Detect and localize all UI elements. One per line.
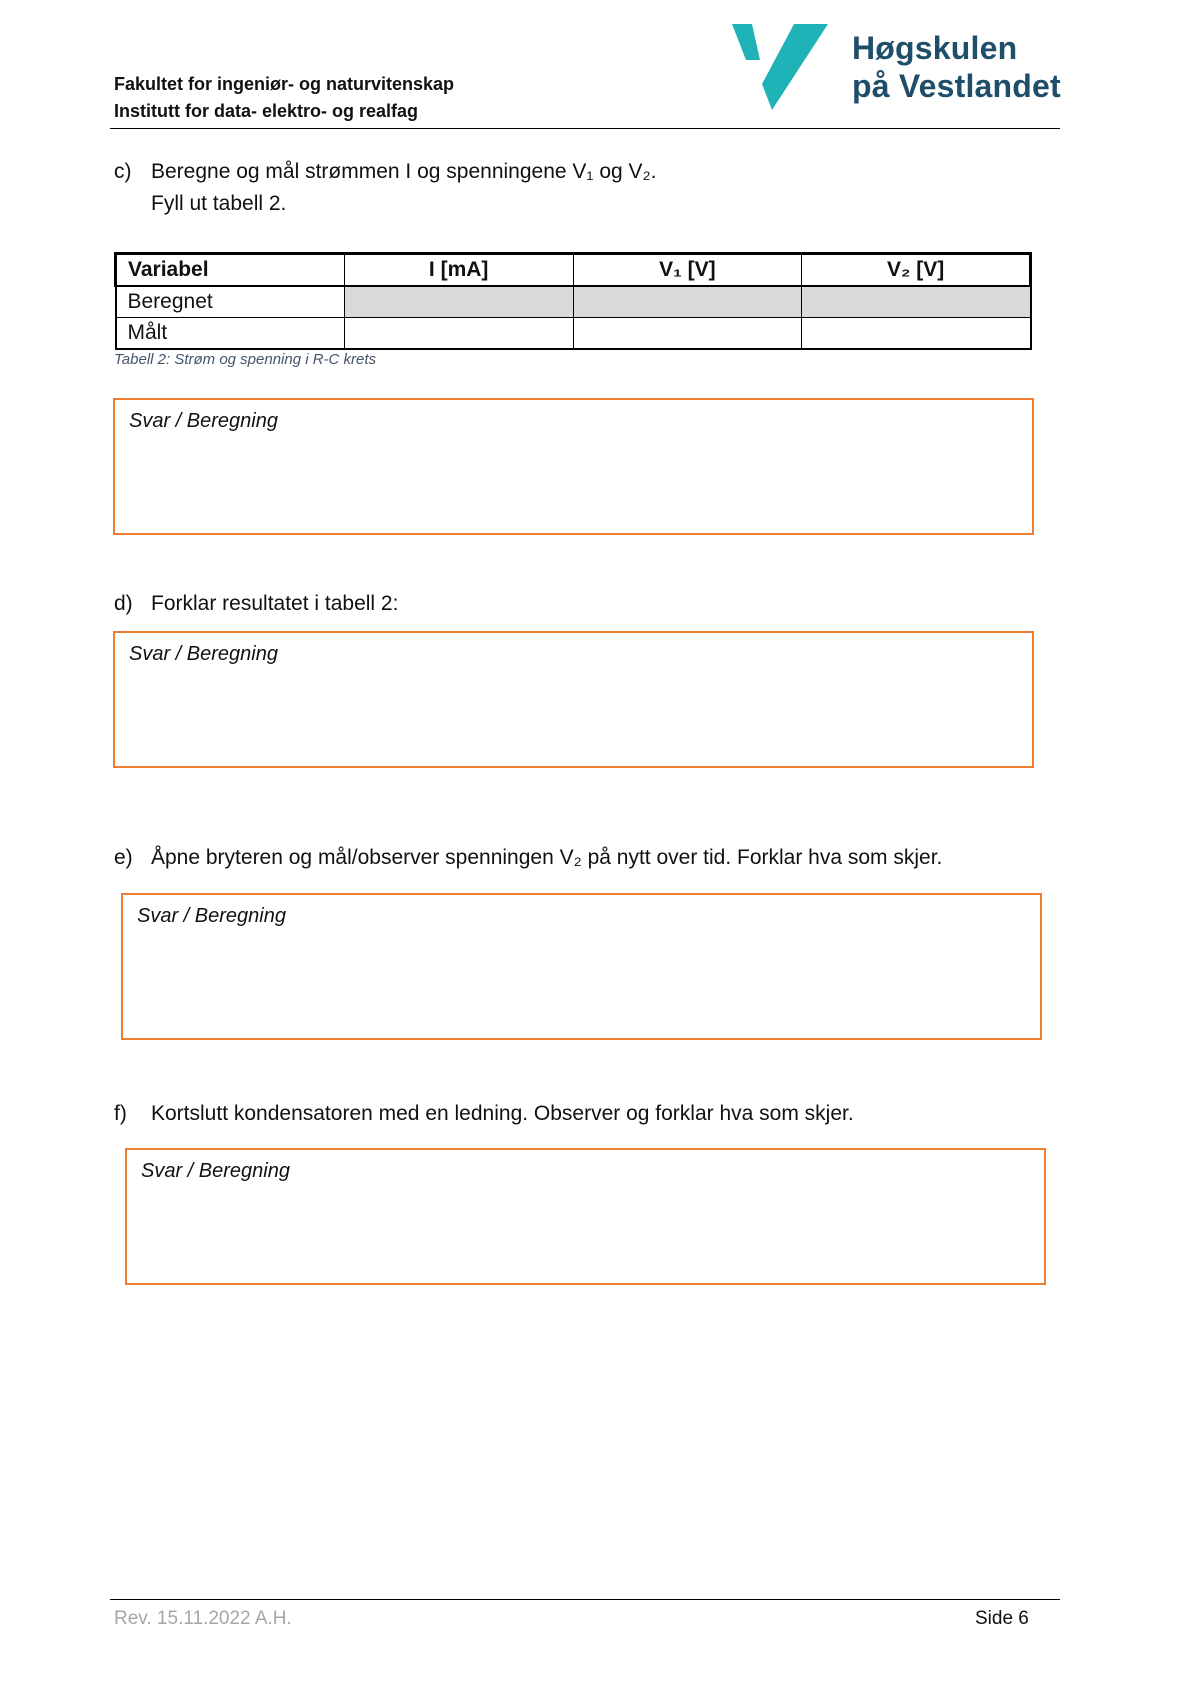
table-caption: Tabell 2: Strøm og spenning i R-C krets <box>114 351 377 368</box>
answer-box-c[interactable] <box>113 398 1034 535</box>
question-c-letter: c) <box>114 160 132 183</box>
question-d-text: Forklar resultatet i tabell 2: <box>151 592 399 615</box>
institute-name: Institutt for data- elektro- og realfag <box>114 101 419 121</box>
question-d-letter: d) <box>114 592 133 615</box>
table-header-v1: V₁ [V] <box>573 254 802 287</box>
footer-rule <box>110 1599 1060 1600</box>
header-rule <box>110 128 1060 129</box>
footer-revision: Rev. 15.11.2022 A.H. <box>114 1608 292 1629</box>
cell-beregnet-current[interactable] <box>344 286 573 318</box>
question-f-text: Kortslutt kondensatoren med en ledning. Observer og forklar hva som skjer. <box>151 1102 854 1125</box>
question-f-letter: f) <box>114 1102 127 1125</box>
answer-label: Svar / Beregning <box>137 905 286 927</box>
question-e-letter: e) <box>114 846 133 869</box>
row-label-malt: Målt <box>116 318 345 350</box>
results-table <box>114 252 1032 350</box>
table-row <box>116 286 1031 318</box>
table-header-v2: V₂ [V] <box>802 254 1031 287</box>
table-header-variable: Variabel <box>116 254 345 287</box>
cell-malt-current[interactable] <box>344 318 573 350</box>
cell-malt-v1[interactable] <box>573 318 802 350</box>
question-c-line2: Fyll ut tabell 2. <box>151 192 287 215</box>
question-c-line1: Beregne og mål strømmen I og spenningene V₁ og V₂. <box>151 160 657 183</box>
cell-beregnet-v2[interactable] <box>802 286 1031 318</box>
answer-label: Svar / Beregning <box>129 643 278 665</box>
answer-label: Svar / Beregning <box>141 1160 290 1182</box>
cell-malt-v2[interactable] <box>802 318 1031 350</box>
faculty-name: Fakultet for ingeniør- og naturvitenskap <box>114 74 455 94</box>
footer-page-number: Side 6 <box>975 1608 1029 1629</box>
logo-line-2: på Vestlandet <box>852 68 1061 104</box>
logo-line-1: Høgskulen <box>852 30 1018 66</box>
answer-label: Svar / Beregning <box>129 410 278 432</box>
table-row <box>116 318 1031 350</box>
row-label-beregnet: Beregnet <box>116 286 345 318</box>
question-e-text: Åpne bryteren og mål/observer spenningen V₂ på nytt over tid. Forklar hva som skjer. <box>151 846 943 869</box>
table-header-row <box>116 254 1031 287</box>
table-header-current: I [mA] <box>344 254 573 287</box>
answer-box-e[interactable] <box>121 893 1042 1040</box>
hvl-logo-mark <box>732 24 832 110</box>
answer-box-f[interactable] <box>125 1148 1046 1285</box>
answer-box-d[interactable] <box>113 631 1034 768</box>
cell-beregnet-v1[interactable] <box>573 286 802 318</box>
